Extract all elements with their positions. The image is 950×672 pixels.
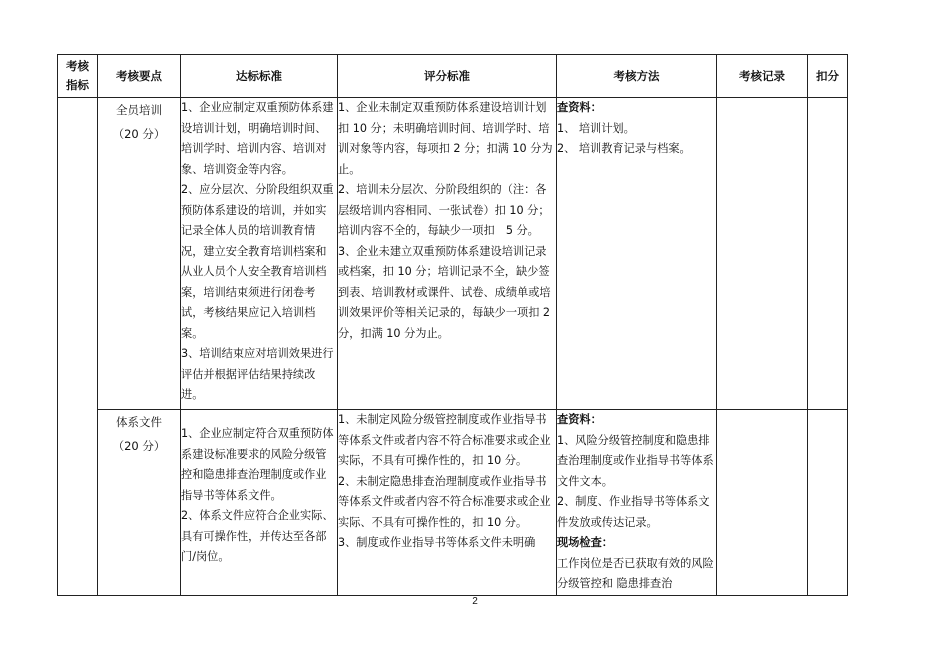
header-standard: 达标标准: [181, 55, 338, 98]
method-heading: 查资料：: [557, 413, 602, 426]
scoring-item: 2、培训未分层次、分阶段组织的（注：各层级培训内容相同、一张试卷）扣 10 分；培训内容不全的，每缺少一项扣 5 分。: [338, 183, 550, 237]
standard-cell: [181, 410, 338, 596]
point-title: 全员培训: [116, 103, 162, 117]
standard-item: 1、企业应制定双重预防体系建设培训计划，明确培训时间、培训学时、培训内容、培训对象、培训资金等内容。: [181, 101, 334, 176]
deduction-cell: [808, 98, 848, 410]
assessment-table: [57, 54, 848, 596]
method-cell: [557, 410, 717, 596]
table-row: [58, 98, 848, 410]
scoring-cell: [338, 410, 557, 596]
point-cell: [98, 98, 181, 410]
point-title: 体系文件: [116, 415, 162, 429]
header-points: 考核要点: [98, 55, 181, 98]
indicator-cell: [58, 98, 98, 596]
standard-item: 2、应分层次、分阶段组织双重预防体系建设的培训，并如实记录全体人员的培训教育情况，建立安全教育培训档案和从业人员个人安全教育培训档案，培训结束须进行闭卷考试，考核结果应记入培训档案。: [181, 183, 334, 340]
scoring-item: 3、制度或作业指导书等体系文件未明确: [338, 536, 536, 549]
method-item: 2、制度、作业指导书等体系文件发放或传达记录。: [557, 495, 710, 529]
method-item: 2、 培训教育记录与档案。: [557, 142, 691, 155]
method-heading-onsite: 现场检查：: [557, 536, 613, 549]
scoring-item: 2、未制定隐患排查治理制度或作业指导书等体系文件或者内容不符合标准要求或企业实际、不具有可操作性的，扣 10 分。: [338, 474, 551, 529]
method-cell: [557, 98, 717, 410]
point-score: （20 分）: [112, 439, 166, 453]
standard-item: 2、体系文件应符合企业实际、具有可操作性，并传达至各部门/岗位。: [181, 509, 334, 563]
header-indicator: 考核 指标: [58, 55, 98, 98]
point-score: （20 分）: [112, 127, 166, 141]
header-row: [58, 55, 848, 98]
header-record: 考核记录: [717, 55, 808, 98]
scoring-item: 1、企业未制定双重预防体系建设培训计划扣 10 分；未明确培训时间、培训学时、培训对象等内容，每项扣 2 分；扣满 10 分为止。: [338, 101, 553, 176]
scoring-cell: [338, 98, 557, 410]
point-cell: [98, 410, 181, 596]
scoring-item: 3、企业未建立双重预防体系建设培训记录或档案，扣 10 分；培训记录不全，缺少签到表、培训教材或课件、试卷、成绩单或培训效果评价等相关记录的，每缺少一项扣 2 分，扣满 10 分为止。: [338, 244, 551, 340]
record-cell: [717, 410, 808, 596]
table-row: [58, 410, 848, 596]
method-item: 1、风险分级管控制度和隐患排查治理制度或作业指导书等体系文件文本。: [557, 433, 714, 488]
standard-cell: [181, 98, 338, 410]
method-heading: 查资料：: [557, 101, 602, 114]
method-item: 1、 培训计划。: [557, 121, 635, 135]
standard-item: 1、企业应制定符合双重预防体系建设标准要求的风险分级管控和隐患排查治理制度或作业指导书等体系文件。: [181, 427, 334, 502]
header-scoring: 评分标准: [338, 55, 557, 98]
record-cell: [717, 98, 808, 410]
header-method: 考核方法: [557, 55, 717, 98]
scoring-item: 1、未制定风险分级管控制度或作业指导书等体系文件或者内容不符合标准要求或企业实际，不具有可操作性的，扣 10 分。: [338, 413, 551, 467]
deduction-cell: [808, 410, 848, 596]
standard-item: 3、培训结束应对培训效果进行评估并根据评估结果持续改进。: [181, 347, 334, 401]
method-item: 工作岗位是否已获取有效的风险分级管控和 隐患排查治: [557, 556, 714, 590]
page-number: 2: [472, 596, 478, 607]
header-deduction: 扣分: [808, 55, 848, 98]
